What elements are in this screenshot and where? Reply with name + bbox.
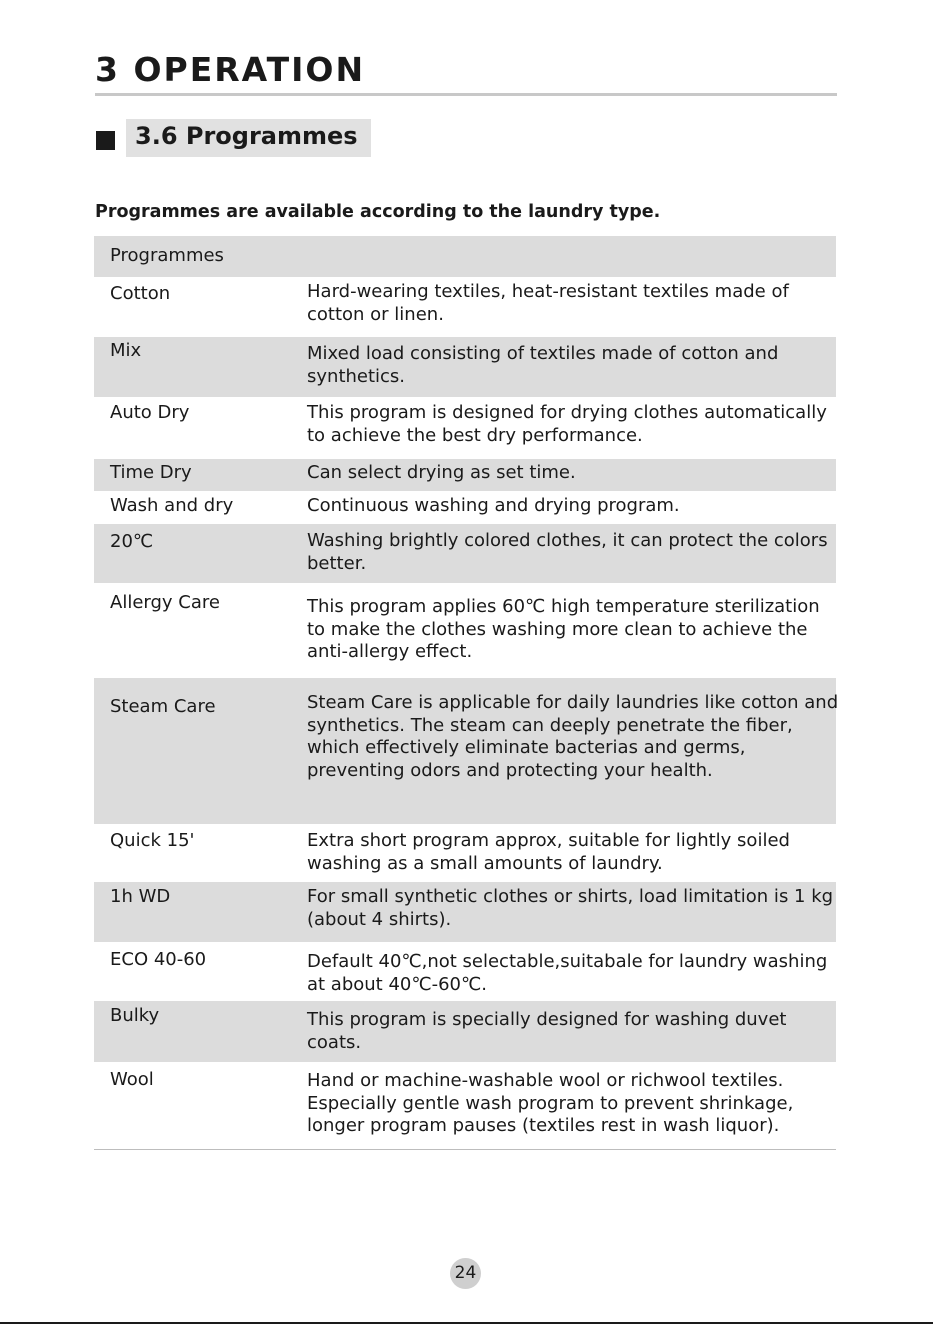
section-title: 3.6 Programmes bbox=[135, 122, 358, 150]
programme-description: Can select drying as set time. bbox=[307, 462, 576, 483]
chapter-divider bbox=[95, 93, 837, 96]
programme-description: Steam Care is applicable for daily laundries like cotton and synthetics. The steam can deeply penetrate the fiber, which effectively eliminate bacterias and germs, preventing odors and protecting your health. bbox=[307, 692, 839, 781]
programme-name: ECO 40-60 bbox=[110, 949, 207, 970]
programme-description: Hand or machine-washable wool or richwool textiles. Especially gentle wash program to prevent shrinkage, longer program pauses (textiles rest in wash liquor). bbox=[307, 1070, 794, 1136]
programme-name: Auto Dry bbox=[110, 402, 190, 423]
table-row bbox=[94, 277, 836, 337]
programme-description: Default 40℃,not selectable,suitabale for laundry washing at about 40℃-60℃. bbox=[307, 951, 828, 995]
programme-name: Wash and dry bbox=[110, 495, 234, 516]
intro-text: Programmes are available according to the laundry type. bbox=[95, 202, 661, 222]
table-row bbox=[94, 491, 836, 524]
table-header-programmes: Programmes bbox=[110, 245, 224, 266]
table-row bbox=[94, 678, 839, 824]
programme-description: Hard-wearing textiles, heat-resistant textiles made of cotton or linen. bbox=[307, 281, 789, 325]
table-row bbox=[94, 1062, 836, 1149]
chapter-title: 3 OPERATION bbox=[95, 50, 366, 89]
table-header-row bbox=[94, 236, 836, 277]
page-number: 24 bbox=[450, 1258, 481, 1289]
table-row bbox=[94, 1001, 836, 1062]
table-row bbox=[94, 882, 836, 942]
table-row bbox=[94, 583, 836, 678]
programme-name: Wool bbox=[110, 1069, 154, 1090]
programme-description: Extra short program approx, suitable for lightly soiled washing as a small amounts of laundry. bbox=[307, 830, 790, 874]
table-bottom-rule bbox=[94, 1149, 836, 1150]
programme-description: Washing brightly colored clothes, it can protect the colors better. bbox=[307, 530, 828, 574]
programme-description: Continuous washing and drying program. bbox=[307, 495, 680, 516]
table-row bbox=[94, 824, 836, 882]
table-row bbox=[94, 459, 836, 491]
programme-name: Time Dry bbox=[110, 462, 192, 483]
programme-name: Steam Care bbox=[110, 696, 216, 717]
programme-name: Mix bbox=[110, 340, 142, 361]
table-row bbox=[94, 942, 836, 1001]
programme-description: This program is designed for drying clothes automatically to achieve the best dry performance. bbox=[307, 402, 827, 446]
table-row bbox=[94, 397, 836, 459]
programme-name: 20℃ bbox=[110, 531, 154, 552]
programme-description: Mixed load consisting of textiles made of cotton and synthetics. bbox=[307, 343, 779, 387]
programme-name: Cotton bbox=[110, 283, 171, 304]
section-bullet-square bbox=[96, 131, 115, 150]
programme-name: Quick 15' bbox=[110, 830, 195, 851]
table-row bbox=[94, 337, 836, 397]
programme-name: Allergy Care bbox=[110, 592, 220, 613]
programme-description: For small synthetic clothes or shirts, load limitation is 1 kg (about 4 shirts). bbox=[307, 886, 834, 930]
programme-description: This program applies 60℃ high temperature sterilization to make the clothes washing more clean to achieve the anti-allergy effect. bbox=[307, 596, 820, 662]
programme-description: This program is specially designed for washing duvet coats. bbox=[307, 1009, 787, 1053]
programme-name: 1h WD bbox=[110, 886, 171, 907]
table-row bbox=[94, 524, 836, 583]
programme-name: Bulky bbox=[110, 1005, 160, 1026]
